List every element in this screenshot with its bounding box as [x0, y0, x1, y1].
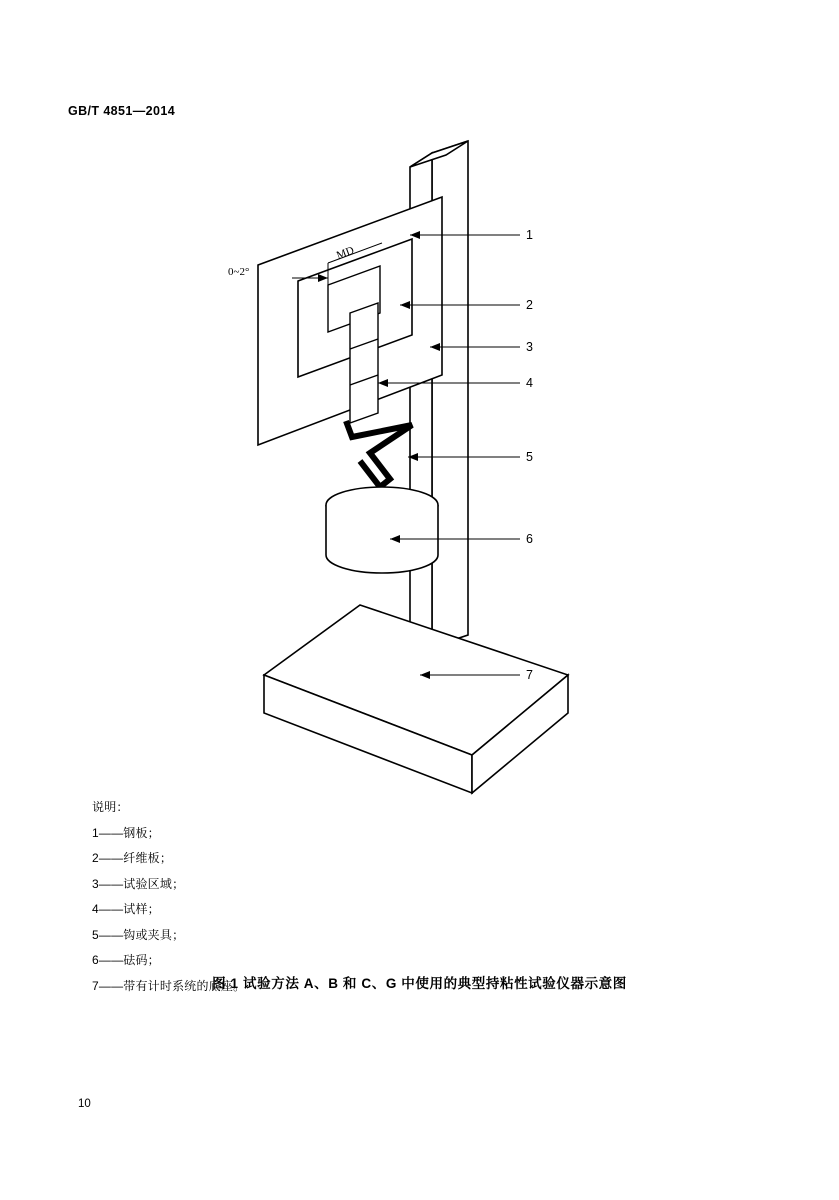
- angle-label: 0~2°: [228, 266, 250, 278]
- page-number: 10: [78, 1098, 91, 1110]
- legend-item-5: 5——钩或夹具；: [92, 927, 185, 942]
- legend-item-7: 7——带有计时系统的底座。: [92, 978, 246, 993]
- md-label: MD: [334, 244, 356, 262]
- callout-2: 2: [526, 298, 533, 312]
- legend-item-1: 1——钢板；: [92, 825, 160, 840]
- callout-6: 6: [526, 532, 533, 546]
- callout-4: 4: [526, 376, 533, 390]
- figure-caption: 图 1 试验方法 A、B 和 C、G 中使用的典型持粘性试验仪器示意图: [212, 976, 627, 991]
- callout-1: 1: [526, 228, 533, 242]
- weight-cylinder: [326, 487, 438, 573]
- hook-clamp: [346, 421, 412, 487]
- legend-item-2: 2——纤维板；: [92, 851, 173, 865]
- specimen-strip: [350, 303, 378, 423]
- legend-item-3: 3——试验区域；: [92, 876, 185, 891]
- legend-item-4: 4——试样；: [92, 902, 160, 916]
- callout-3: 3: [526, 340, 533, 354]
- base-plate: [264, 605, 568, 793]
- figure-diagram: [60, 135, 780, 795]
- legend-block: [92, 795, 245, 999]
- legend-title: 说明：: [92, 800, 129, 814]
- callout-5: 5: [526, 450, 533, 464]
- apparatus-schematic: [60, 135, 780, 795]
- legend-item-6: 6——砝码；: [92, 953, 160, 967]
- standard-code-header: GB/T 4851—2014: [68, 104, 176, 118]
- callout-7: 7: [526, 668, 533, 682]
